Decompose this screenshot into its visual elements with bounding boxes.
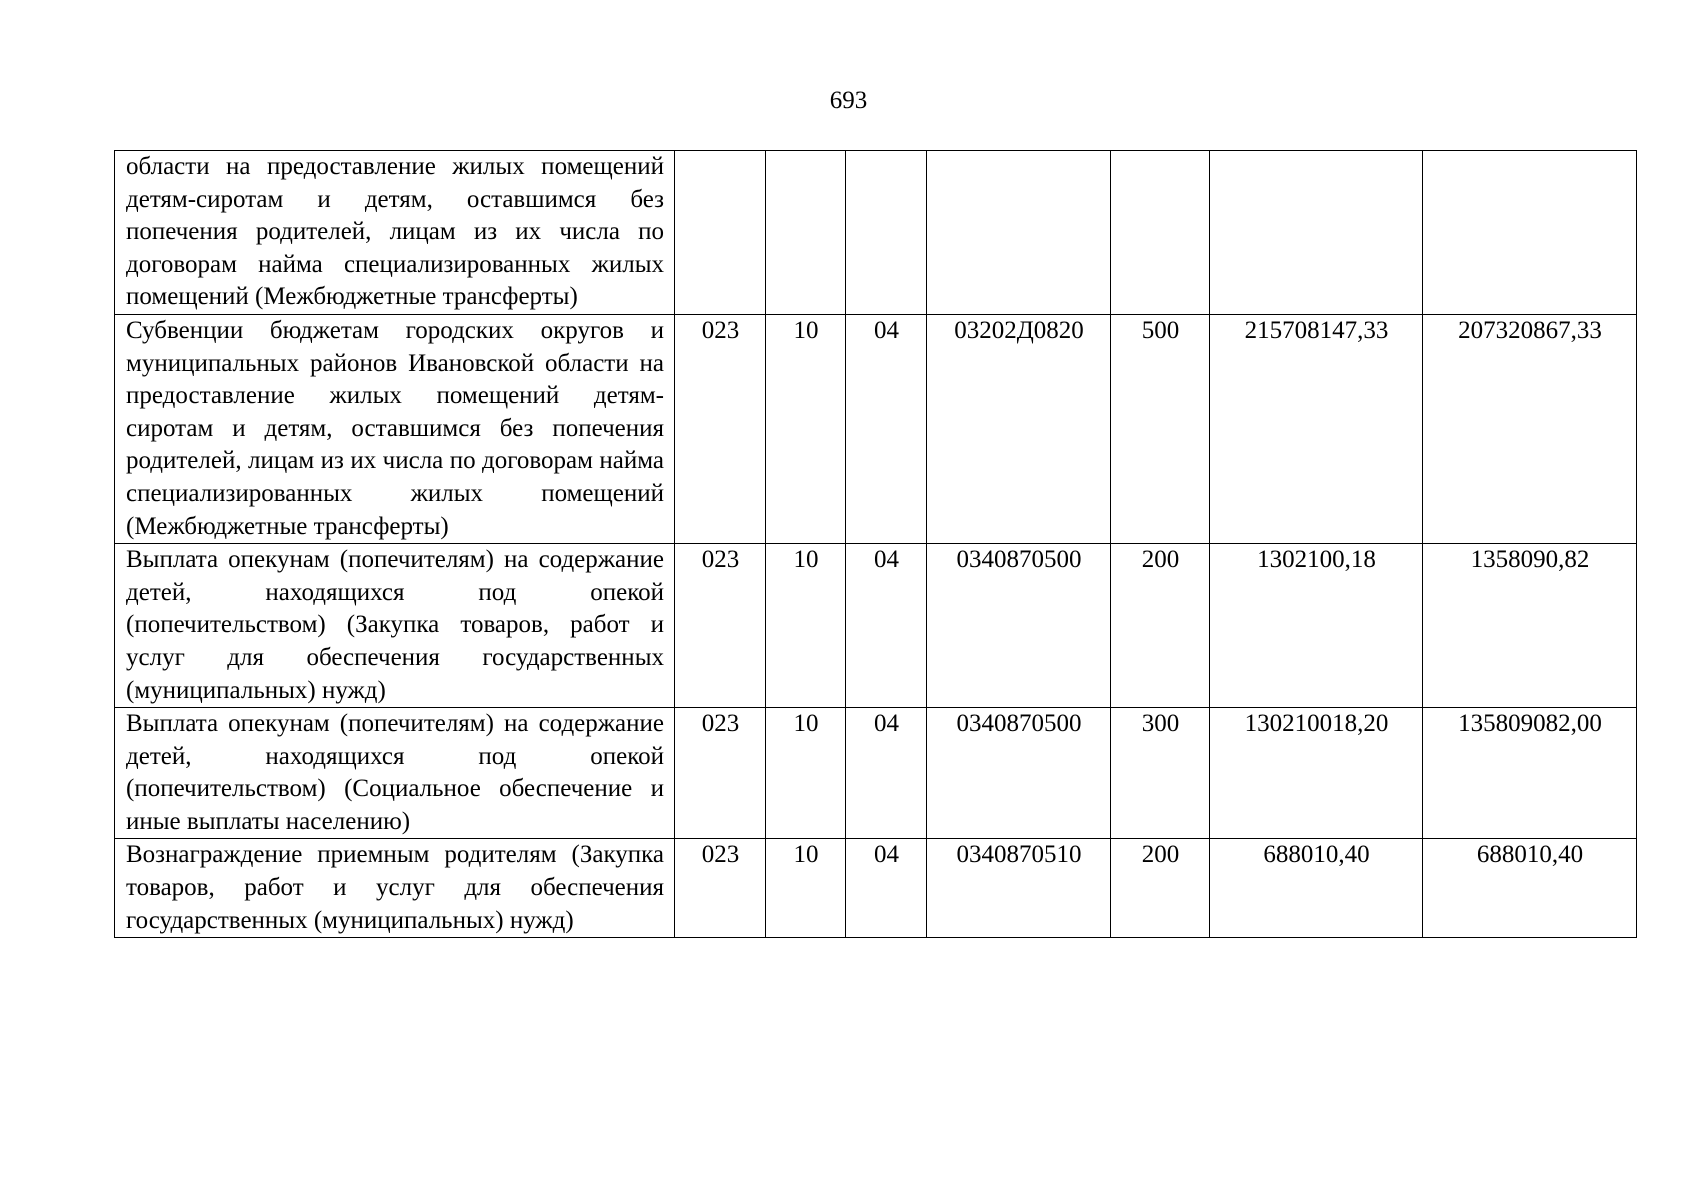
- cell-sum-year1: 130210018,20: [1210, 708, 1423, 839]
- table-row: [115, 544, 1637, 708]
- cell-vr: 200: [1111, 839, 1210, 938]
- cell-csr: 0340870500: [927, 708, 1111, 839]
- cell-sum-year2: 1358090,82: [1423, 544, 1637, 708]
- cell-razdel: 10: [766, 708, 846, 839]
- cell-razdel: [766, 151, 846, 315]
- cell-glava: [675, 151, 766, 315]
- cell-csr: 0340870510: [927, 839, 1111, 938]
- row-description: Субвенции бюджетам городских округов и муниципальных районов Ивановской области на предоставление жилых помещений детям-сиротам и детям, оставшимся без попечения родителей, лицам из их числа по договорам найма специализированных жилых помещений (Межбюджетные трансферты): [115, 314, 675, 543]
- table-row: [115, 314, 1637, 543]
- cell-podrazdel: [846, 151, 927, 315]
- cell-glava: 023: [675, 839, 766, 938]
- cell-csr: 03202Д0820: [927, 314, 1111, 543]
- cell-podrazdel: 04: [846, 544, 927, 708]
- cell-podrazdel: 04: [846, 314, 927, 543]
- table-row: [115, 708, 1637, 839]
- cell-vr: 500: [1111, 314, 1210, 543]
- budget-table: [114, 150, 1637, 938]
- cell-vr: 300: [1111, 708, 1210, 839]
- cell-sum-year2: [1423, 151, 1637, 315]
- cell-sum-year1: [1210, 151, 1423, 315]
- row-description: Вознаграждение приемным родителям (Закупка товаров, работ и услуг для обеспечения государственных (муниципальных) нужд): [115, 839, 675, 938]
- page-number: 693: [829, 87, 868, 114]
- cell-razdel: 10: [766, 544, 846, 708]
- cell-glava: 023: [675, 314, 766, 543]
- cell-sum-year1: 688010,40: [1210, 839, 1423, 938]
- cell-sum-year1: 1302100,18: [1210, 544, 1423, 708]
- cell-sum-year1: 215708147,33: [1210, 314, 1423, 543]
- cell-sum-year2: 688010,40: [1423, 839, 1637, 938]
- cell-vr: 200: [1111, 544, 1210, 708]
- cell-sum-year2: 207320867,33: [1423, 314, 1637, 543]
- cell-glava: 023: [675, 544, 766, 708]
- cell-csr: [927, 151, 1111, 315]
- cell-podrazdel: 04: [846, 708, 927, 839]
- cell-sum-year2: 135809082,00: [1423, 708, 1637, 839]
- cell-vr: [1111, 151, 1210, 315]
- cell-glava: 023: [675, 708, 766, 839]
- table-row: [115, 839, 1637, 938]
- cell-csr: 0340870500: [927, 544, 1111, 708]
- cell-razdel: 10: [766, 839, 846, 938]
- row-description: области на предоставление жилых помещений детям-сиротам и детям, оставшимся без попечения родителей, лицам из их числа по договорам найма специализированных жилых помещений (Межбюджетные трансферты): [115, 151, 675, 315]
- cell-podrazdel: 04: [846, 839, 927, 938]
- cell-razdel: 10: [766, 314, 846, 543]
- row-description: Выплата опекунам (попечителям) на содержание детей, находящихся под опекой (попечительством) (Социальное обеспечение и иные выплаты населению): [115, 708, 675, 839]
- table-row: [115, 151, 1637, 315]
- row-description: Выплата опекунам (попечителям) на содержание детей, находящихся под опекой (попечительством) (Закупка товаров, работ и услуг для обеспечения государственных (муниципальных) нужд): [115, 544, 675, 708]
